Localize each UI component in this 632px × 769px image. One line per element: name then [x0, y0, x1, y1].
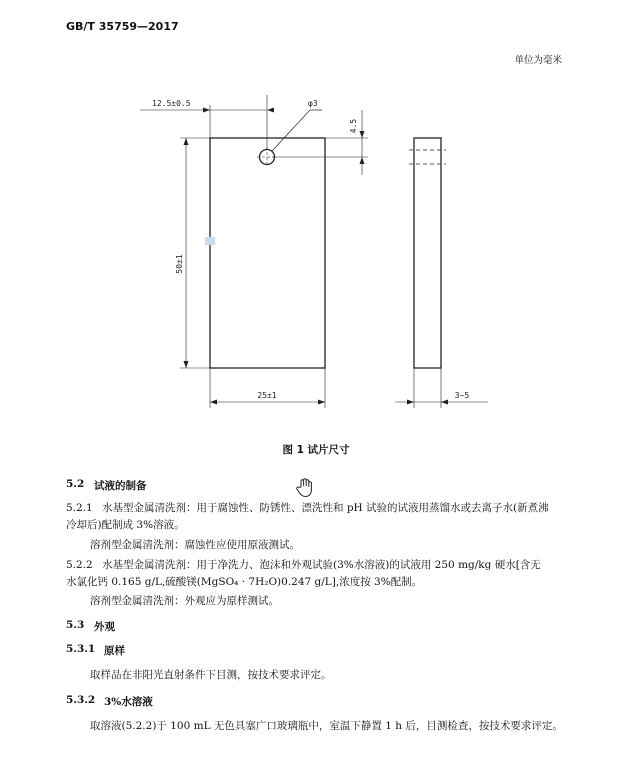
- section-5-2-2-para2: 溶剂型金属清洗剂：外观应为原样测试。: [90, 595, 279, 607]
- plate-front-view: [210, 138, 325, 368]
- section-5-3-1-para: 取样品在非阳光直射条件下目测，按技术要求评定。: [90, 669, 332, 681]
- section-5-2-2-line1: 水基型金属清洗剂：用于净洗力、泡沫和外观试验(3%水溶液)的试液用 250 mg/kg 硬水[含无: [102, 559, 541, 571]
- plate-side-view: [414, 138, 441, 368]
- section-5-2-2-number: 5.2.2: [66, 559, 93, 571]
- section-5-3-2-number: 5.3.2: [66, 694, 96, 706]
- hand-cursor-icon: [296, 478, 314, 498]
- hole-leader-line: [272, 110, 310, 151]
- dim-offset-y-label: 4.5: [349, 118, 358, 134]
- dim-width-label: 25±1: [257, 391, 277, 400]
- standard-number: GB/T 35759—2017: [66, 20, 179, 33]
- section-5-3-2-para: 取溶液(5.2.2)于 100 mL 无色具塞广口玻璃瓶中，室温下静置 1 h 后，目测检查，按技术要求评定。: [90, 720, 563, 732]
- section-5-2-1-line2: 冷却后)配制成 3%溶液。: [66, 519, 185, 531]
- dim-height-label: 50±1: [175, 254, 184, 274]
- dim-offset-x-label: 12.5±0.5: [152, 99, 191, 108]
- section-5-2-1-para2: 溶剂型金属清洗剂：腐蚀性应使用原液测试。: [90, 539, 300, 551]
- dim-hole-label: φ3: [308, 99, 318, 108]
- section-5-2-title: 试液的制备: [94, 480, 147, 492]
- figure-caption: 图 1 试片尺寸: [282, 444, 350, 456]
- section-5-2-number: 5.2: [66, 478, 85, 490]
- section-5-2-2-line2: 水氯化钙 0.165 g/L,硫酸镁(MgSO₄ · 7H₂O)0.247 g/L],浓度按 3%配制。: [66, 576, 423, 588]
- unit-note: 单位为毫米: [514, 55, 562, 66]
- section-5-2-1-line1: 水基型金属清洗剂：用于腐蚀性、防锈性、漂洗性和 pH 试验的试液用蒸馏水或去离子水(新煮沸: [102, 502, 549, 514]
- section-5-3-1-number: 5.3.1: [66, 643, 96, 655]
- section-5-3-title: 外观: [94, 621, 115, 633]
- section-5-3-2-title: 3%水溶液: [104, 696, 153, 708]
- dim-thickness-label: 3~5: [454, 391, 470, 400]
- section-5-2-1-number: 5.2.1: [66, 502, 93, 514]
- section-5-3-1-title: 原样: [104, 645, 125, 657]
- section-5-3-number: 5.3: [66, 619, 85, 631]
